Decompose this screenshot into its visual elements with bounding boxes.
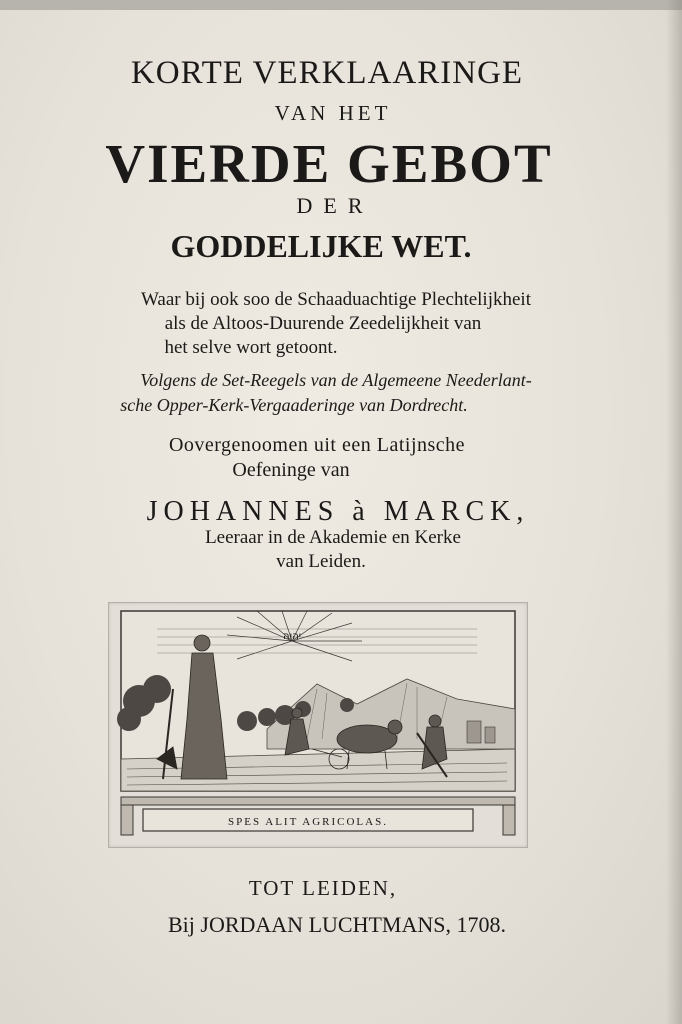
- author-title-2: van Leiden.: [276, 551, 366, 572]
- title-line-5: GODDELIJKE WET.: [170, 228, 472, 264]
- imprint-publisher: Bij JORDAAN LUCHTMANS, 1708.: [168, 912, 506, 937]
- subtitle-line-3: het selve wort getoont.: [164, 337, 338, 358]
- main-title: VIERDE GEBOT: [105, 133, 553, 194]
- engraving-illustration: [117, 609, 519, 841]
- italic-line-2: sche Opper-Kerk-Vergaaderinge van Dordrecht.: [120, 395, 468, 415]
- engraving-plate: [108, 602, 528, 848]
- page-top-edge: [0, 0, 682, 10]
- title-line-1: KORTE VERKLAARINGE: [130, 55, 524, 91]
- subtitle-line-2: als de Altoos-Duurende Zeedelijkheit van: [164, 313, 482, 334]
- author-title-1: Leeraar in de Akademie en Kerke: [205, 527, 461, 548]
- title-line-2: VAN HET: [274, 101, 392, 125]
- author-name: JOHANNES à MARCK,: [146, 496, 530, 527]
- subtitle-line-1: Waar bij ook soo de Schaaduachtige Plechtelijkheit: [141, 289, 531, 310]
- imprint-place: TOT LEIDEN,: [248, 876, 398, 900]
- italic-line-1: Volgens de Set-Reegels van de Algemeene Neederlant-: [140, 370, 532, 390]
- title-line-4: DER: [296, 193, 374, 218]
- engraving-motto: SPES ALIT AGRICOLAS.: [228, 816, 388, 828]
- sun-inscription: יהוה: [282, 631, 302, 642]
- translation-line-2: Oefeninge van: [232, 459, 350, 481]
- translation-line-1: Oovergenoomen uit een Latijnsche: [168, 434, 466, 456]
